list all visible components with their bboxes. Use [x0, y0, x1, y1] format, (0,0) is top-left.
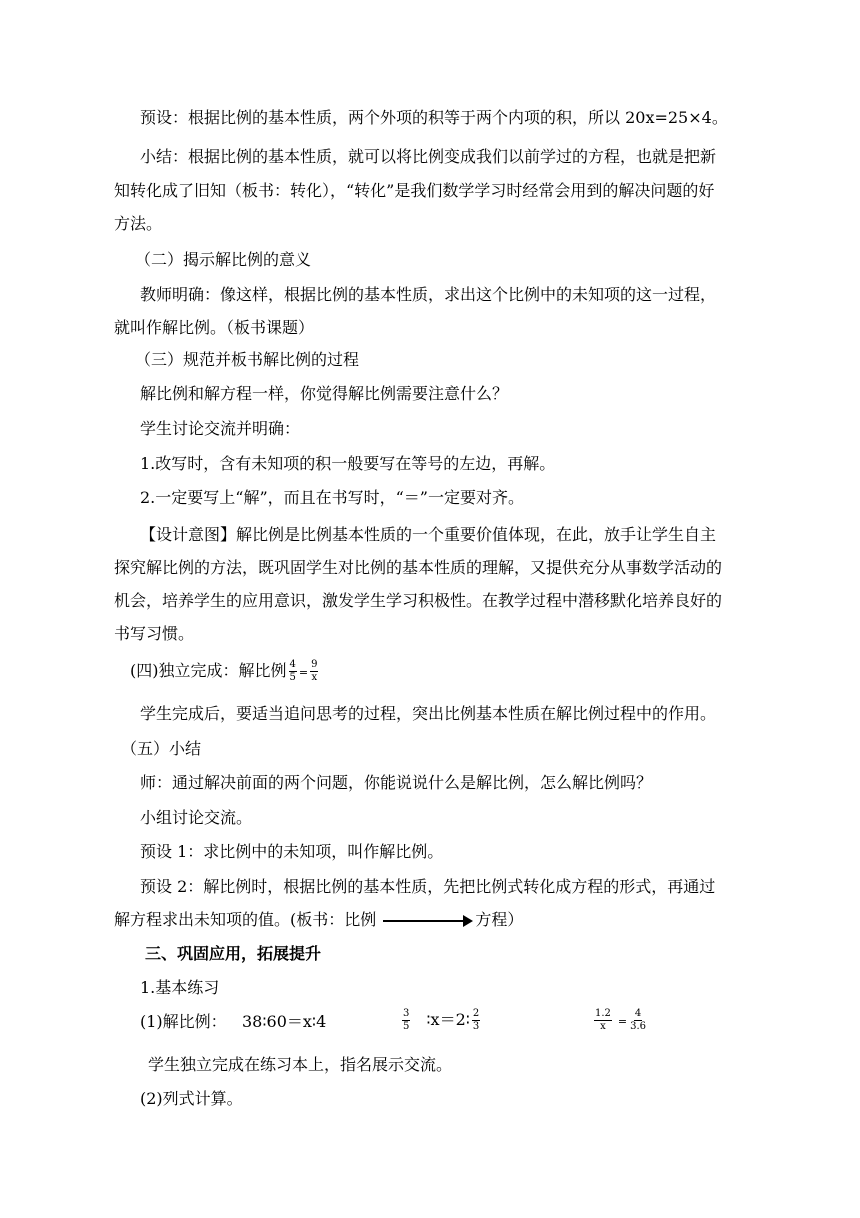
design-intent-line: 机会，培养学生的应用意识，激发学生学习积极性。在教学过程中潜移默化培养良好的 — [114, 591, 723, 610]
design-intent-line: 书写习惯。 — [114, 624, 195, 643]
exercise-equation — [592, 1008, 649, 1033]
paragraph-line: 小组讨论交流。 — [140, 808, 253, 827]
design-intent-line: 探究解比例的方法，既巩固学生对比例的基本性质的理解，又提供充分从事数学活动的 — [114, 558, 723, 577]
exercise-label: (1)解比例： — [140, 1012, 227, 1031]
fraction — [289, 659, 297, 684]
paragraph-line: 教师明确：像这样，根据比例的基本性质，求出这个比例中的未知项的这一过程， — [140, 285, 717, 304]
numerator: 4 — [289, 659, 296, 670]
exercise-equation: 38∶60＝x∶4 — [242, 1012, 327, 1031]
equation-text: ∶x＝2∶ — [426, 1010, 470, 1029]
paragraph-line: 预设 2：解比例时，根据比例的基本性质，先把比例式转化成方程的形式，再通过 — [140, 877, 716, 896]
exercise-equation — [400, 1008, 482, 1033]
equals-sign: = — [298, 666, 309, 679]
paragraph-line — [114, 909, 523, 931]
denominator: 5 — [289, 672, 296, 683]
paragraph-line: 师：通过解决前面的两个问题，你能说说什么是解比例，怎么解比例吗？ — [140, 773, 653, 792]
paragraph-line: (2)列式计算。 — [140, 1089, 243, 1108]
paragraph-line: 知转化成了旧知（板书：转化），“转化”是我们数学学习时经常会用到的解决问题的好 — [114, 181, 715, 200]
design-intent-line: 【设计意图】解比例是比例基本性质的一个重要价值体现，在此，放手让学生自主 — [140, 525, 717, 544]
numerator: 2 — [472, 1008, 480, 1019]
numerator: 1.2 — [595, 1008, 611, 1019]
denominator: x — [600, 1021, 606, 1032]
exercise-label: (四)独立完成：解比例 — [130, 661, 287, 680]
paragraph-line: 方法。 — [114, 214, 163, 233]
fraction — [594, 1008, 612, 1033]
numerator: 4 — [634, 1008, 642, 1019]
paragraph-line: 1.基本练习 — [140, 978, 220, 997]
paragraph-line: 学生讨论交流并明确： — [140, 419, 301, 438]
denominator: 3 — [472, 1021, 480, 1032]
paragraph-line: 小结：根据比例的基本性质，就可以将比例变成我们以前学过的方程，也就是把新 — [140, 147, 717, 166]
section-heading: （三）规范并板书解比例的过程 — [135, 350, 360, 369]
section-heading: （二）揭示解比例的意义 — [135, 250, 312, 269]
paragraph-line: 预设：根据比例的基本性质，两个外项的积等于两个内项的积，所以 20x=25×4。 — [140, 108, 728, 127]
denominator: 5 — [403, 1021, 410, 1032]
line-text: 方程） — [475, 910, 524, 929]
denominator: 3.6 — [630, 1021, 647, 1032]
fraction — [310, 659, 318, 684]
fraction — [472, 1008, 480, 1033]
paragraph-line: 解比例和解方程一样，你觉得解比例需要注意什么？ — [140, 384, 509, 403]
fraction — [629, 1008, 647, 1033]
numerator: 9 — [311, 659, 318, 670]
paragraph-line: 就叫作解比例。（板书课题） — [114, 318, 315, 337]
paragraph-line: 预设 1：求比例中的未知项，叫作解比例。 — [140, 842, 444, 861]
section-heading: 三、巩固应用，拓展提升 — [145, 944, 322, 963]
paragraph-line: 学生完成后，要适当追问思考的过程，突出比例基本性质在解比例过程中的作用。 — [140, 704, 717, 723]
list-item: 2.一定要写上“解”，而且在书写时，“＝”一定要对齐。 — [140, 488, 524, 507]
equals-sign: = — [617, 1015, 628, 1028]
denominator: x — [311, 672, 318, 683]
exercise-line — [130, 659, 320, 684]
paragraph-line: 学生独立完成在练习本上，指名展示交流。 — [148, 1055, 453, 1074]
fraction — [402, 1008, 410, 1033]
section-heading: （五）小结 — [121, 739, 202, 758]
numerator: 3 — [403, 1008, 410, 1019]
right-arrow-icon — [383, 915, 473, 927]
line-text: 解方程求出未知项的值。(板书：比例 — [114, 910, 382, 929]
list-item: 1.改写时，含有未知项的积一般要写在等号的左边，再解。 — [140, 454, 556, 473]
